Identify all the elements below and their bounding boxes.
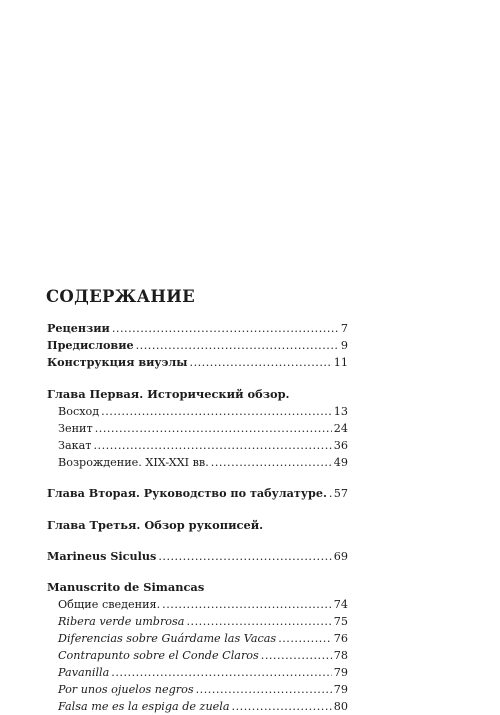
- toc-entry-label: Ribera verde umbrosa: [58, 615, 185, 628]
- chapter-one-heading[interactable]: Глава Первая. Исторический обзор.: [47, 387, 290, 401]
- toc-entry-page: 9: [340, 339, 348, 352]
- toc-entry-marineus[interactable]: [47, 548, 348, 565]
- toc-entry-page: 69: [333, 550, 348, 563]
- dot-leader: [329, 485, 332, 502]
- simancas-heading[interactable]: Manuscrito de Simancas: [47, 580, 205, 594]
- table-of-contents: [47, 320, 348, 715]
- toc-entry-ribera[interactable]: [47, 613, 348, 630]
- toc-entry-label: Contrapunto sobre el Conde Claros: [58, 649, 259, 662]
- spacer: [47, 471, 348, 485]
- dot-leader: [278, 630, 332, 647]
- toc-entry-label: Восход: [58, 405, 100, 418]
- toc-entry-label: Общие сведения.: [58, 598, 161, 611]
- toc-entry-construction[interactable]: [47, 354, 348, 371]
- toc-entry-label: Конструкция виуэлы: [47, 355, 188, 369]
- toc-entry-page: 36: [333, 439, 348, 452]
- dot-leader: [112, 320, 339, 337]
- contents-title: СОДЕРЖАНИЕ: [46, 287, 196, 306]
- chapter-three-heading[interactable]: Глава Третья. Обзор рукописей.: [47, 518, 264, 532]
- toc-entry-page: 74: [333, 598, 348, 611]
- toc-entry-label: Pavanilla: [58, 666, 110, 679]
- spacer: [47, 371, 348, 385]
- toc-entry-label: Возрождение. XIX-XXI вв.: [58, 456, 209, 469]
- spacer: [47, 565, 348, 578]
- toc-entry-page: 49: [333, 456, 348, 469]
- toc-entry-label: Глава Вторая. Руководство по табулатуре.: [47, 486, 327, 500]
- toc-entry-preface[interactable]: [47, 337, 348, 354]
- toc-entry-label: Рецензии: [47, 321, 110, 335]
- toc-entry-diferencias[interactable]: [47, 630, 348, 647]
- dot-leader: [190, 354, 332, 371]
- toc-entry-page: 24: [333, 422, 348, 435]
- toc-entry-chapter-two[interactable]: [47, 485, 348, 502]
- toc-entry-page: 76: [333, 632, 348, 645]
- dot-leader: [95, 420, 332, 437]
- dot-leader: [186, 613, 331, 630]
- toc-entry-label: Diferencias sobre Guárdame las Vacas: [58, 632, 277, 645]
- toc-entry-page: 13: [333, 405, 348, 418]
- toc-entry-zenith[interactable]: [47, 420, 348, 437]
- dot-leader: [101, 403, 332, 420]
- toc-entry-page: 57: [333, 487, 348, 500]
- toc-entry-label: Por unos ojuelos negros: [58, 683, 194, 696]
- toc-entry-general[interactable]: [47, 596, 348, 613]
- dot-leader: [196, 681, 332, 698]
- toc-entry-page: 79: [333, 683, 348, 696]
- dot-leader: [261, 647, 332, 664]
- toc-entry-label: Зенит: [58, 422, 93, 435]
- spacer: [47, 534, 348, 548]
- toc-entry-pavanilla[interactable]: [47, 664, 348, 681]
- dot-leader: [162, 596, 332, 613]
- toc-entry-reviews[interactable]: [47, 320, 348, 337]
- dot-leader: [94, 437, 332, 454]
- toc-entry-ojuelos[interactable]: [47, 681, 348, 698]
- toc-entry-label: Marineus Siculus: [47, 549, 157, 563]
- toc-entry-label: Предисловие: [47, 338, 134, 352]
- toc-entry-revival[interactable]: [47, 454, 348, 471]
- toc-entry-rise[interactable]: [47, 403, 348, 420]
- toc-entry-page: 11: [333, 356, 348, 369]
- toc-entry-label: Falsa me es la espiga de zuela: [58, 700, 230, 713]
- toc-entry-page: 79: [333, 666, 348, 679]
- dot-leader: [158, 548, 331, 565]
- dot-leader: [211, 454, 332, 471]
- toc-entry-page: 7: [340, 322, 348, 335]
- toc-entry-contrapunto[interactable]: [47, 647, 348, 664]
- spacer: [47, 502, 348, 516]
- dot-leader: [136, 337, 339, 354]
- toc-entry-decline[interactable]: [47, 437, 348, 454]
- toc-entry-label: Закат: [58, 439, 92, 452]
- dot-leader: [111, 664, 331, 681]
- toc-entry-page: 78: [333, 649, 348, 662]
- toc-entry-page: 80: [333, 700, 348, 713]
- toc-entry-page: 75: [333, 615, 348, 628]
